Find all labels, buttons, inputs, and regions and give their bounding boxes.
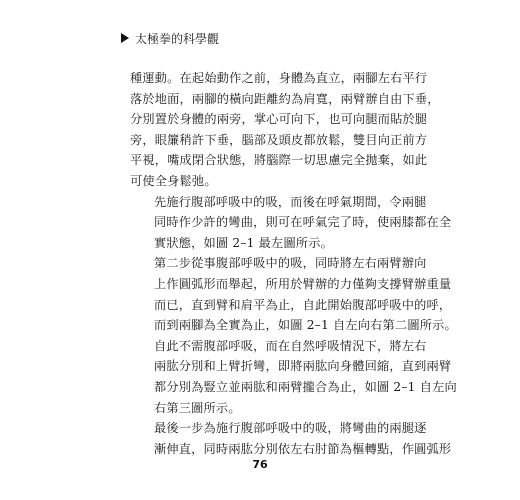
text-line: 自此不需腹部呼吸，而在自然呼吸情況下，將左右 bbox=[154, 338, 427, 353]
running-head bbox=[121, 28, 219, 48]
paragraph bbox=[130, 192, 452, 254]
paragraph bbox=[130, 253, 457, 335]
text-line: 都分別為豎立並兩肱和兩臂攏合為止，如圖 2–1 自左向 bbox=[154, 379, 457, 394]
text-line: 右第三圖所示。 bbox=[154, 400, 241, 415]
text-line: 第二步從事腹部呼吸中的吸，同時將左右兩臂辦向 bbox=[154, 256, 427, 271]
text-line: 最後一步為施行腹部呼吸中的吸，將彎曲的兩腿逐 bbox=[154, 421, 427, 436]
paragraph bbox=[130, 68, 440, 192]
text-line: 兩肱分別和上臂折彎，即將兩肱向身體回縮，直到兩臂 bbox=[154, 359, 452, 374]
page-number: 76 bbox=[252, 458, 268, 471]
text-line: 上作圓弧形而舉起，所用於臂辦的力僅夠支撐臂辦重量 bbox=[154, 276, 452, 291]
paragraph bbox=[130, 336, 457, 418]
text-line: 而已，直到臂和肩平為止，自此開始腹部呼吸中的呼， bbox=[154, 297, 452, 312]
text-line: 實狀態，如圖 2–1 最左圖所示。 bbox=[154, 235, 333, 250]
text-line: 同時作少許的彎曲，則可在呼氣完了時，使兩膝都在全 bbox=[154, 215, 452, 230]
text-line: 旁，眼簾稍許下垂，腦部及頭皮都放鬆，雙目向正前方 bbox=[130, 132, 428, 147]
triangle-right-icon bbox=[121, 33, 129, 43]
text-line: 可使全身鬆弛。 bbox=[130, 173, 217, 188]
text-line: 先施行腹部呼吸中的吸，而後在呼氣期間，令兩腿 bbox=[154, 194, 427, 209]
text-line: 種運動。在起始動作之前，身體為直立，兩腳左右平行 bbox=[130, 71, 428, 85]
paragraph bbox=[130, 418, 452, 459]
running-head-title: 太極拳的科學觀 bbox=[135, 31, 220, 46]
text-line: 分別置於身體的兩旁，掌心可向下，也可向腿而貼於腿 bbox=[130, 112, 428, 127]
text-line: 平視，嘴成閉合狀態，將腦際一切思慮完全拋棄，如此 bbox=[130, 153, 428, 168]
text-line: 落於地面，兩腳的橫向距離約為肩寬，兩臂辦自由下垂， bbox=[130, 91, 440, 106]
text-line: 漸伸直，同時兩肱分別依左右肘節為樞轉點，作圓弧形 bbox=[154, 441, 452, 456]
body-text bbox=[130, 68, 457, 459]
text-line: 而到兩腳為全實為止，如圖 2–1 自左向右第二圖所示。 bbox=[154, 318, 457, 333]
